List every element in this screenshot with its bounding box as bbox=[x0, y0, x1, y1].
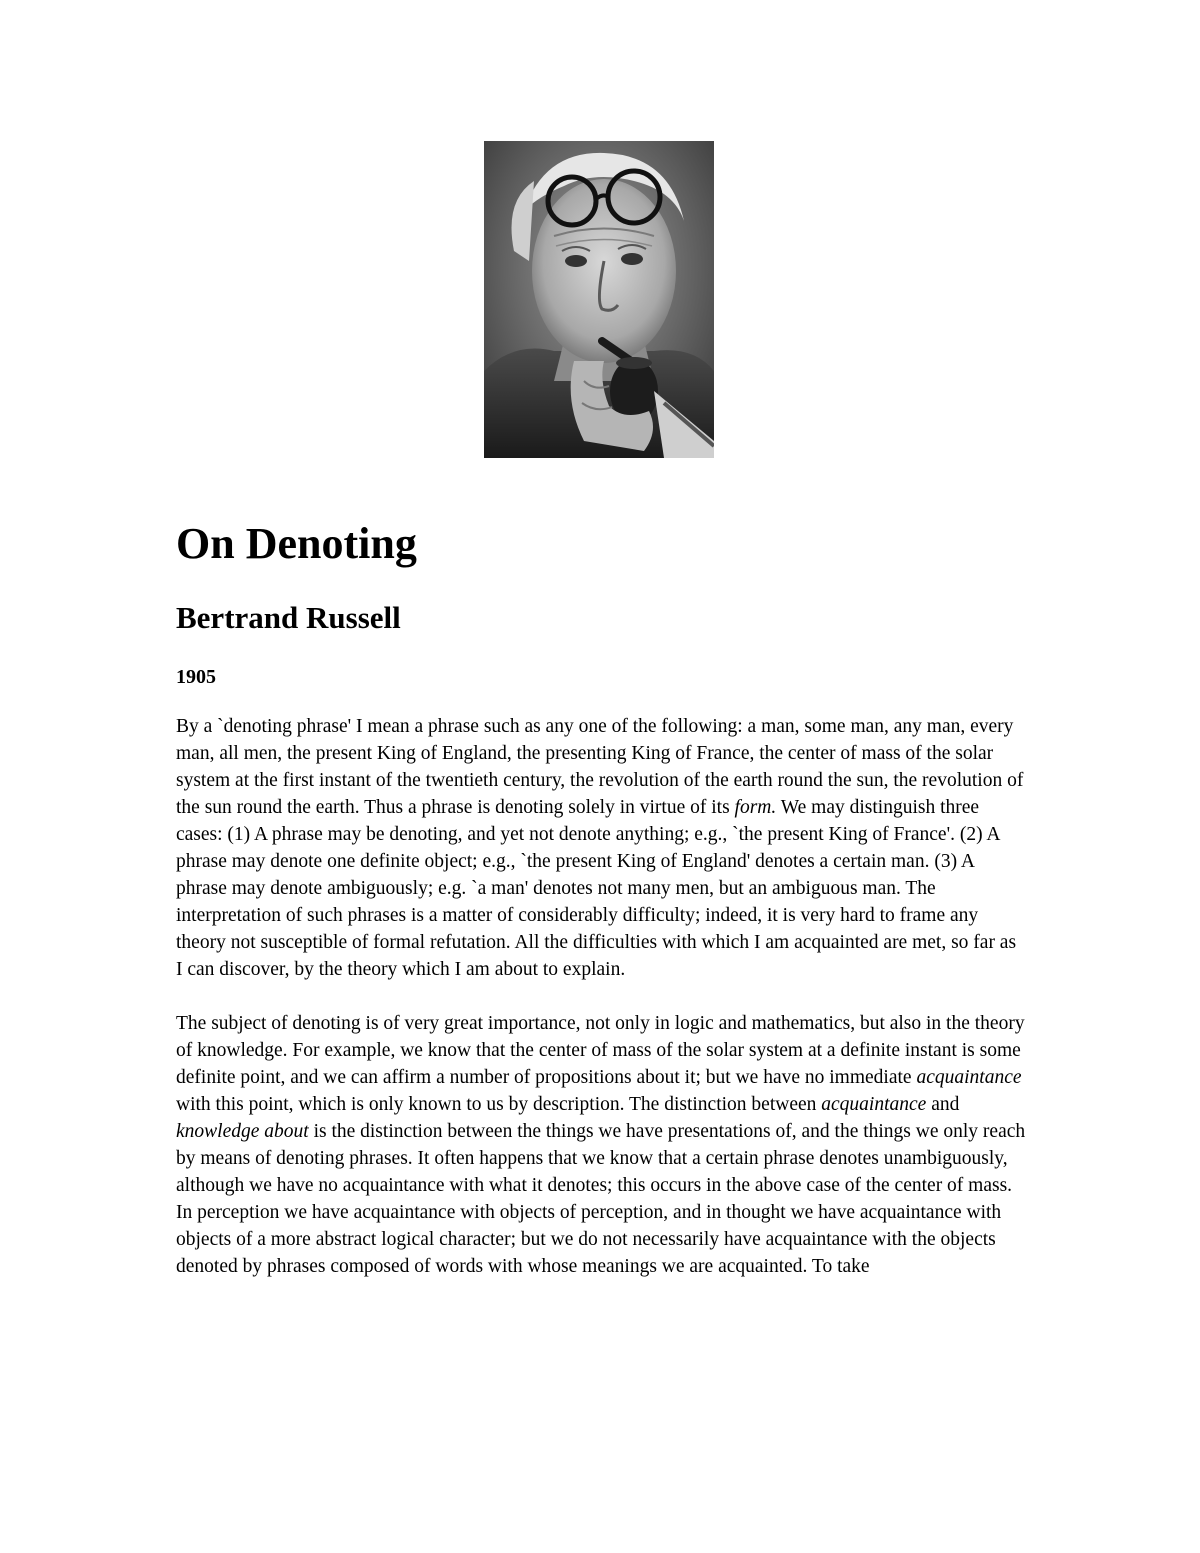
document-body bbox=[176, 512, 1026, 1280]
paragraph-2-text-c: and bbox=[926, 1094, 960, 1115]
author-portrait-photo bbox=[484, 141, 714, 458]
paragraph-1-text-b: We may distinguish three cases: (1) A phrase may be denoting, and yet not denote anything; e.g., `the present King of France'. (2) A phrase may denote one definite object; e.g., `the present King of England' denotes a certain man. (3) A phrase may denote ambiguously; e.g. `a man' denotes not many men, but an ambiguous man. The interpretation of such phrases is a matter of considerably difficulty; indeed, it is very hard to frame any theory not susceptible of formal refutation. All the difficulties with which I am acquainted are met, so far as I can discover, by the theory which I am about to explain. bbox=[176, 797, 1017, 980]
emphasis-acquaintance-1: acquaintance bbox=[916, 1067, 1022, 1088]
paragraph-1 bbox=[176, 713, 1026, 983]
emphasis-acquaintance-2: acquaintance bbox=[821, 1094, 927, 1115]
paragraph-2-text-a: The subject of denoting is of very great importance, not only in logic and mathematics, but also in the theory of knowledge. For example, we know that the center of mass of the solar system at a definite instant is some definite point, and we can affirm a number of propositions about it; but we have no immediate bbox=[176, 1013, 1025, 1088]
emphasis-knowledge-about: knowledge about bbox=[176, 1121, 309, 1142]
emphasis-form: form. bbox=[734, 797, 777, 818]
portrait-image bbox=[484, 141, 714, 458]
document-title: On Denoting bbox=[176, 519, 417, 568]
paragraph-2 bbox=[176, 1010, 1026, 1280]
paragraph-1-text-a: By a `denoting phrase' I mean a phrase such as any one of the following: a man, some man, any man, every man, all men, the present King of England, the presenting King of France, the center of mass of the solar system at the first instant of the twentieth century, the revolution of the earth round the sun, the revolution of the sun round the earth. Thus a phrase is denoting solely in virtue of its bbox=[176, 716, 1024, 818]
paragraph-2-text-d: is the distinction between the things we have presentations of, and the things we only reach by means of denoting phrases. It often happens that we know that a certain phrase denotes unambiguously, although we have no acquaintance with what it denotes; this occurs in the above case of the center of mass. In perception we have acquaintance with objects of perception, and in thought we have acquaintance with objects of a more abstract logical character; but we do not necessarily have acquaintance with the objects denoted by phrases composed of words with whose meanings we are acquainted. To take bbox=[176, 1121, 1026, 1277]
publication-year: 1905 bbox=[176, 666, 216, 688]
paragraph-2-text-b: with this point, which is only known to us by description. The distinction between bbox=[176, 1094, 822, 1115]
document-author: Bertrand Russell bbox=[176, 600, 401, 635]
